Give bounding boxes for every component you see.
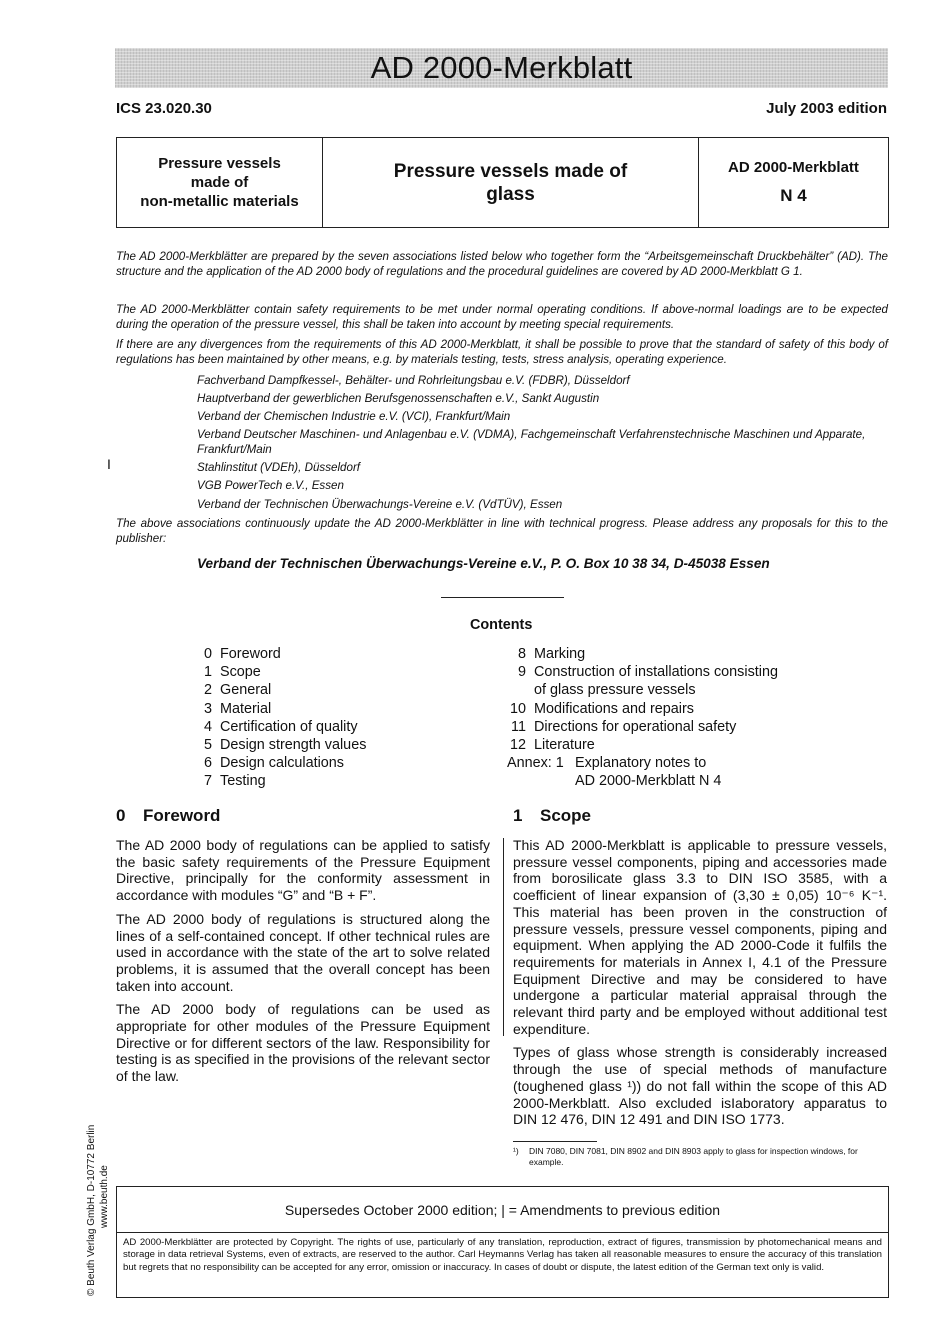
- section-heading-foreword: [116, 806, 220, 826]
- scope-body: [513, 837, 887, 1128]
- association-item: Verband Deutscher Maschinen- und Anlagenbau e.V. (VDMA), Fachgemeinschaft Verfahrenstechnische Maschinen und Apparate, Frankfurt/Main: [197, 428, 866, 456]
- section-title: Foreword: [143, 806, 221, 825]
- contents-title: Contents: [470, 617, 533, 633]
- toc-label: Marking: [534, 646, 586, 662]
- toc-number: 5: [203, 737, 212, 754]
- intro-paragraph: If there are any divergences from the requirements of this AD 2000-Merkblatt, it shall be possible to prove that the standard of safety of this body of regulations has been maintained by other means, e.g. by materials testing, tests, stress analysis, operating experience.: [116, 338, 888, 366]
- toc-item[interactable]: [190, 700, 366, 718]
- contents-right-column: [500, 645, 778, 791]
- toc-number: 6: [203, 755, 212, 772]
- toc-number: 11: [511, 718, 526, 735]
- title-banner: [115, 48, 888, 88]
- toc-number: 3: [203, 700, 212, 717]
- footnote-divider: [513, 1141, 597, 1142]
- title-line: Pressure vessels made of: [393, 160, 628, 182]
- supersedes-note: Supersedes October 2000 edition; | = Amendments to previous edition: [117, 1187, 888, 1233]
- toc-number: 2: [203, 682, 212, 699]
- toc-item[interactable]: [500, 663, 778, 681]
- toc-number: 8: [517, 646, 526, 662]
- toc-item[interactable]: [190, 645, 366, 663]
- association-item: Hauptverband der gewerblichen Berufsgenossenschaften e.V., Sankt Augustin: [197, 392, 600, 405]
- toc-item[interactable]: [500, 700, 778, 718]
- toc-label: Explanatory notes to: [575, 755, 707, 772]
- bottom-box: [116, 1186, 889, 1298]
- section-title: Scope: [540, 806, 592, 825]
- toc-item[interactable]: [190, 736, 366, 754]
- footnote: [513, 1146, 887, 1168]
- series-label: AD 2000-Merkblatt: [728, 159, 859, 176]
- toc-item[interactable]: [500, 681, 778, 699]
- section-heading-scope: [513, 806, 591, 826]
- toc-number: [500, 681, 534, 699]
- publisher-address: Verband der Technischen Überwachungs-Vereine e.V., P. O. Box 10 38 34, D-45038 Essen: [197, 556, 770, 571]
- header-box: [116, 137, 889, 228]
- category-cell: [117, 138, 323, 227]
- copyright-notice: AD 2000-Merkblätter are protected by Copyright. The rights of use, particularly of any translation, reproduction, extract of figures, transmission by photomechanical means and storage in data retrieval Systems, even of extracts, are reserved to the author. Carl Heymanns Verlag has taken all reasonable measures to ensure the accuracy of this translation but regrets that no responsibility can be accepted for any error, omission or inaccuracy. In cases of doubt or dispute, the latest edition of the German text only is valid.: [123, 1237, 882, 1273]
- category-line: non-metallic materials: [140, 193, 299, 210]
- association-item: Verband der Chemischen Industrie e.V. (VCI), Frankfurt/Main: [197, 410, 511, 423]
- toc-label: AD 2000-Merkblatt N 4: [575, 773, 722, 790]
- toc-item[interactable]: [190, 754, 366, 772]
- toc-label: Literature: [534, 737, 595, 754]
- toc-number: 4: [203, 718, 212, 735]
- foreword-paragraph: The AD 2000 body of regulations is structured along the lines of a self-contained concept. If other technical rules are used in accordance with the state of the art to solve related problems, it is assumed that the overall concept has been taken into account.: [116, 910, 490, 994]
- toc-label: Certification of quality: [220, 718, 358, 735]
- document-title: AD 2000-Merkblatt: [370, 50, 633, 85]
- footnote-mark: ¹): [513, 1146, 519, 1156]
- toc-label: Scope: [220, 664, 261, 681]
- toc-item[interactable]: [500, 736, 778, 754]
- toc-label: Directions for operational safety: [534, 718, 737, 735]
- toc-item[interactable]: [190, 681, 366, 699]
- divider: [441, 597, 564, 598]
- toc-label: Material: [220, 700, 272, 717]
- scope-paragraph: Types of glass whose strength is considerably increased through the use of special methods of manufacture (toughened glass ¹)) do not fall within the scope of this AD 2000-Merkblatt. Also excluded isIaboratory apparatus to DIN 12 476, DIN 12 491 and DIN ISO 1773.: [513, 1044, 887, 1128]
- contents-left-column: [190, 645, 366, 791]
- toc-number: 1: [203, 664, 212, 681]
- toc-number: 10: [509, 700, 526, 717]
- intro-paragraph: The AD 2000-Merkblätter are prepared by the seven associations listed below who together form the “Arbeitsgemeinschaft Druckbehälter” (AD). The structure and the application of the AD 2000 body of regulations and the procedural guidelines are covered by AD 2000-Merkblatt G 1.: [116, 250, 888, 278]
- side-publisher-line: © Beuth Verlag GmbH, D-10772 Berlin: [86, 1124, 97, 1296]
- section-number: 1: [513, 806, 523, 825]
- category-line: made of: [190, 174, 249, 191]
- toc-number: 9: [517, 664, 526, 681]
- foreword-paragraph: The AD 2000 body of regulations can be used as appropriate for other modules of the Pressure Equipment Directive or for different sectors of the law. Responsibility for testing is as specified in the provisions of the relevant sector of the law.: [116, 1001, 490, 1085]
- title-cell: [323, 138, 699, 227]
- toc-item[interactable]: [500, 718, 778, 736]
- toc-label: Foreword: [220, 646, 281, 662]
- foreword-body: [116, 837, 490, 1085]
- side-website[interactable]: www.beuth.de: [99, 1165, 110, 1228]
- toc-label: Design strength values: [220, 737, 367, 754]
- toc-item[interactable]: [190, 772, 366, 790]
- toc-label: Design calculations: [220, 755, 344, 772]
- intro-paragraph: The AD 2000-Merkblätter contain safety requirements to be met under normal operating conditions. If above-normal loadings are to be expected during the operation of the pressure vessel, this shall be taken into account by meeting special requirements.: [116, 303, 888, 331]
- toc-label: General: [220, 682, 272, 699]
- section-number: 0: [116, 806, 126, 825]
- toc-annex-continued: [575, 772, 778, 790]
- association-item: Stahlinstitut (VDEh), Düsseldorf: [197, 461, 361, 474]
- sheet-code: N 4: [780, 186, 807, 205]
- toc-label: Testing: [220, 773, 266, 790]
- intro-paragraph: The above associations continuously update the AD 2000-Merkblätter in line with technical progress. Please address any proposals for this to the publisher:: [116, 517, 888, 545]
- toc-item[interactable]: [190, 718, 366, 736]
- association-item: Verband der Technischen Überwachungs-Vereine e.V. (VdTÜV), Essen: [197, 498, 563, 511]
- toc-label: of glass pressure vessels: [534, 682, 696, 699]
- toc-item[interactable]: [190, 663, 366, 681]
- side-publisher-note: [85, 1125, 111, 1296]
- toc-number: 0: [203, 646, 212, 662]
- association-item: Fachverband Dampfkessel-, Behälter- und Rohrleitungsbau e.V. (FDBR), Düsseldorf: [197, 374, 630, 387]
- edition: July 2003 edition: [766, 100, 887, 117]
- title-line: glass: [486, 183, 535, 205]
- ics-number: ICS 23.020.30: [116, 100, 212, 117]
- toc-annex-label: Annex: 1: [507, 755, 564, 772]
- change-bar: I: [107, 456, 111, 472]
- toc-annex[interactable]: [507, 754, 778, 772]
- toc-number: 12: [509, 737, 526, 754]
- code-cell: [699, 138, 888, 227]
- toc-number: 7: [203, 773, 212, 790]
- scope-paragraph: This AD 2000-Merkblatt is applicable to pressure vessels, pressure vessel components, piping and accessories made from borosilicate glass 3.3 to DIN ISO 3585, with a coefficient of linear expansion of (3,30 ± 0,05) 10⁻⁶ K⁻¹. This material has been proven in the construction of pressure vessels, pressure vessel components, piping and equipment. When applying the AD 2000-Code it fulfils the requirements for materials in Annex I, 4.1 of the Pressure Equipment Directive and may be considered to have undergone a particular material appraisal through the relevant third party and be employed without additional test expenditure.: [513, 837, 887, 1037]
- association-item: VGB PowerTech e.V., Essen: [197, 479, 344, 492]
- footnote-text: DIN 7080, DIN 7081, DIN 8902 and DIN 8903 apply to glass for inspection windows, for example.: [529, 1146, 858, 1167]
- toc-label: Construction of installations consisting: [534, 664, 778, 681]
- toc-item[interactable]: [500, 645, 778, 663]
- foreword-paragraph: The AD 2000 body of regulations can be applied to satisfy the basic safety requirements of the Pressure Equipment Directive, principally for the conformity assessment in accordance with modules “G” and “B + F”.: [116, 837, 490, 904]
- category-line: Pressure vessels: [158, 155, 281, 172]
- toc-label: Modifications and repairs: [534, 700, 694, 717]
- change-bar-vertical: [503, 838, 504, 1036]
